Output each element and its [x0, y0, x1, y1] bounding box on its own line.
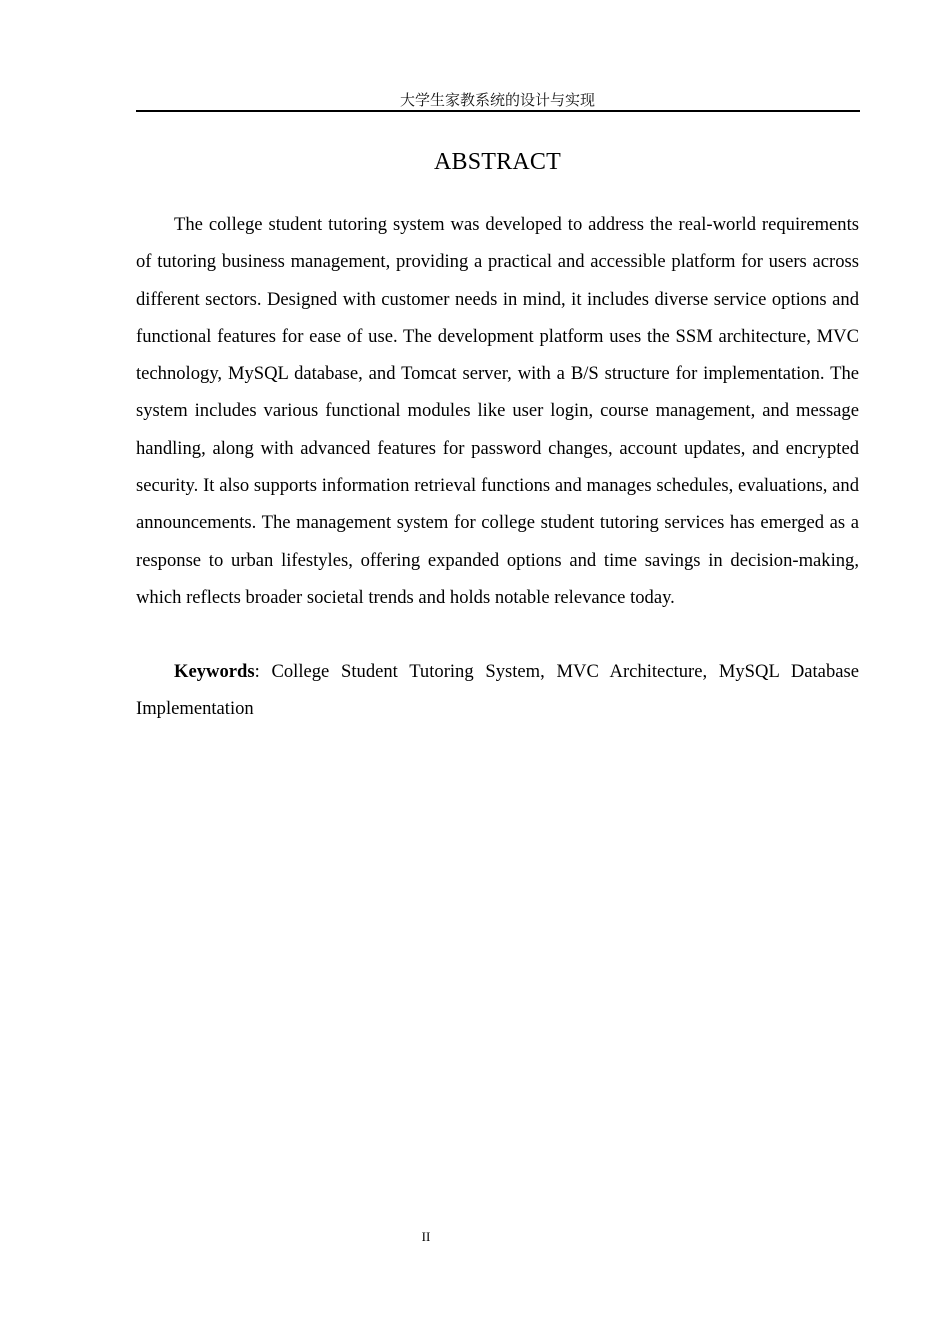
abstract-heading: ABSTRACT	[434, 149, 561, 175]
abstract-body: The college student tutoring system was developed to address the real-world requirements of tutoring business management, providing a practical and accessible platform for users across different sectors. Designed with customer needs in mind, it includes diverse service options and functional features for ease of use. The development platform uses the SSM architecture, MVC technology, MySQL database, and Tomcat server, with a B/S structure for implementation. The system includes various functional modules like user login, course management, and message handling, along with advanced features for password changes, account updates, and encrypted security. It also supports information retrieval functions and manages schedules, evaluations, and announcements. The management system for college student tutoring services has emerged as a response to urban lifestyles, offering expanded options and time savings in decision-making, which reflects broader societal trends and holds notable relevance today.	[136, 214, 859, 608]
keywords-paragraph	[136, 653, 859, 728]
header-rule	[136, 110, 860, 112]
keywords-text: College Student Tutoring System, MVC Architecture, MySQL Database Implementation	[136, 661, 859, 720]
keywords-separator: :	[254, 661, 272, 682]
page-number: II	[421, 1229, 431, 1244]
running-header: 大学生家教系统的设计与实现	[399, 91, 595, 109]
keywords-label: Keywords	[174, 661, 255, 682]
